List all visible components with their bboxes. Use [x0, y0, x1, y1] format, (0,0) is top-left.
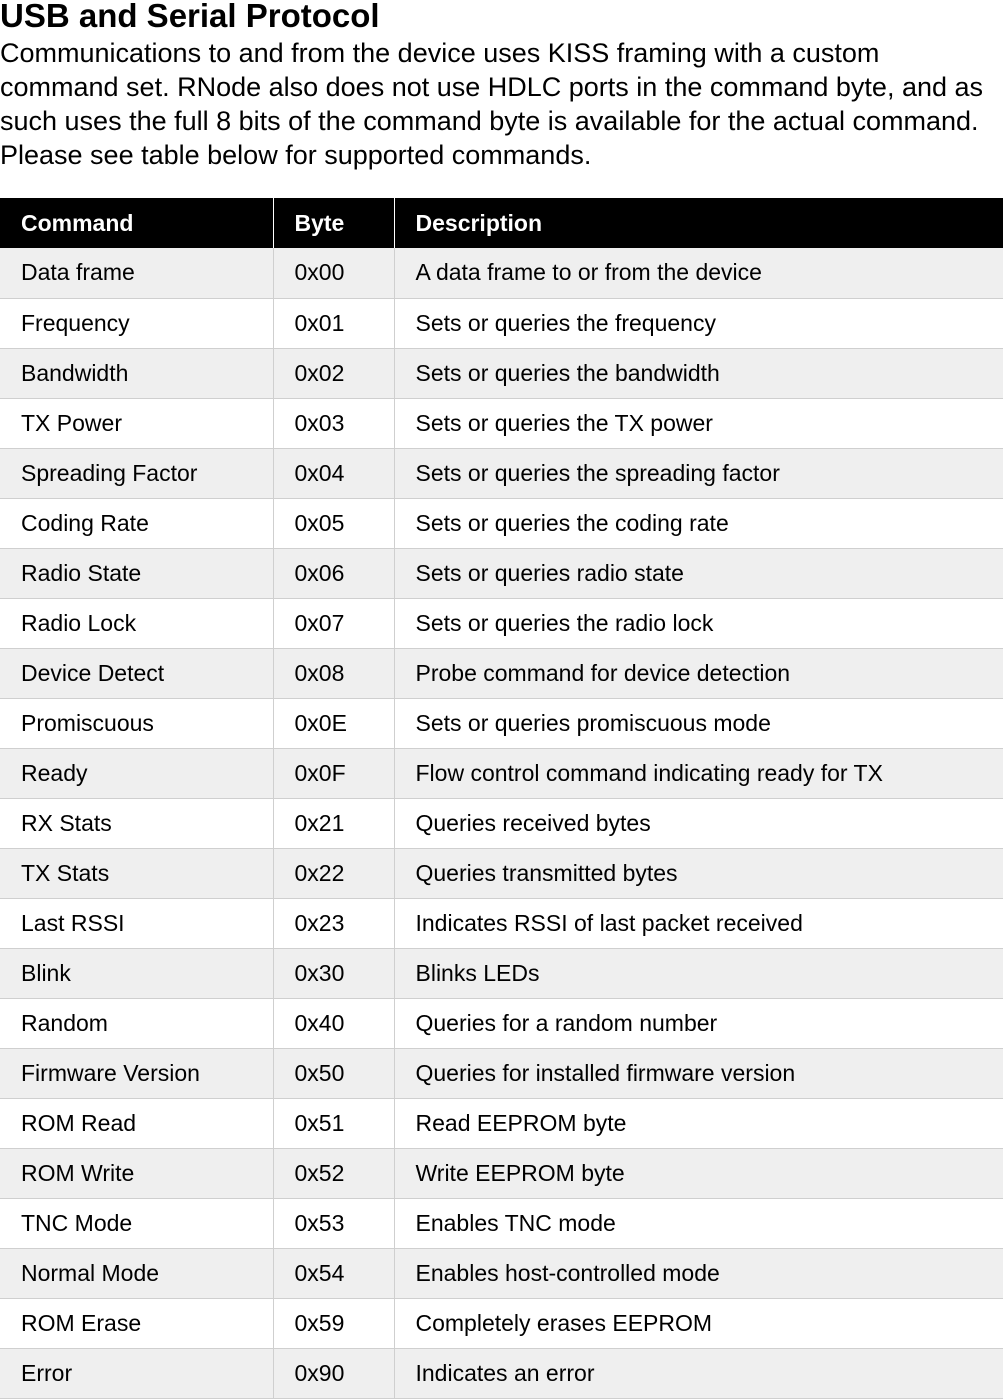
cell-byte: 0x00 [273, 248, 394, 298]
cell-description: Read EEPROM byte [394, 1098, 1003, 1148]
table-row [0, 898, 1003, 948]
cell-description: Queries transmitted bytes [394, 848, 1003, 898]
cell-description: Queries received bytes [394, 798, 1003, 848]
cell-command: Frequency [0, 298, 273, 348]
cell-description: Write EEPROM byte [394, 1148, 1003, 1198]
cell-description: Sets or queries the TX power [394, 398, 1003, 448]
cell-command: TX Power [0, 398, 273, 448]
cell-byte: 0x23 [273, 898, 394, 948]
table-row [0, 798, 1003, 848]
cell-command: ROM Write [0, 1148, 273, 1198]
table-row [0, 1348, 1003, 1398]
cell-description: Sets or queries radio state [394, 548, 1003, 598]
cell-description: Queries for a random number [394, 998, 1003, 1048]
command-table [0, 198, 1003, 1399]
cell-byte: 0x07 [273, 598, 394, 648]
cell-description: Flow control command indicating ready for TX [394, 748, 1003, 798]
table-row [0, 1248, 1003, 1298]
cell-byte: 0x40 [273, 998, 394, 1048]
cell-command: Random [0, 998, 273, 1048]
table-row [0, 698, 1003, 748]
table-row [0, 298, 1003, 348]
cell-description: Blinks LEDs [394, 948, 1003, 998]
cell-description: Queries for installed firmware version [394, 1048, 1003, 1098]
cell-byte: 0x51 [273, 1098, 394, 1148]
cell-byte: 0x0F [273, 748, 394, 798]
table-row [0, 448, 1003, 498]
cell-command: Normal Mode [0, 1248, 273, 1298]
header-byte: Byte [273, 198, 394, 248]
cell-byte: 0x02 [273, 348, 394, 398]
cell-command: Coding Rate [0, 498, 273, 548]
cell-byte: 0x08 [273, 648, 394, 698]
cell-description: Indicates RSSI of last packet received [394, 898, 1003, 948]
cell-byte: 0x22 [273, 848, 394, 898]
cell-description: Enables host-controlled mode [394, 1248, 1003, 1298]
cell-description: Probe command for device detection [394, 648, 1003, 698]
cell-command: TNC Mode [0, 1198, 273, 1248]
cell-command: Spreading Factor [0, 448, 273, 498]
table-row [0, 348, 1003, 398]
cell-command: Data frame [0, 248, 273, 298]
cell-byte: 0x59 [273, 1298, 394, 1348]
intro-paragraph: Communications to and from the device uses KISS framing with a custom command set. RNode also does not use HDLC ports in the command byte, and as such uses the full 8 bits of the command byte is available for the actual command. Please see table below for supported commands. [0, 38, 984, 170]
cell-byte: 0x05 [273, 498, 394, 548]
cell-command: Firmware Version [0, 1048, 273, 1098]
cell-byte: 0x01 [273, 298, 394, 348]
cell-description: Sets or queries the bandwidth [394, 348, 1003, 398]
table-row [0, 1048, 1003, 1098]
cell-command: ROM Read [0, 1098, 273, 1148]
cell-byte: 0x03 [273, 398, 394, 448]
cell-description: Sets or queries the coding rate [394, 498, 1003, 548]
table-row [0, 848, 1003, 898]
cell-command: Blink [0, 948, 273, 998]
cell-command: RX Stats [0, 798, 273, 848]
cell-description: Enables TNC mode [394, 1198, 1003, 1248]
cell-command: Bandwidth [0, 348, 273, 398]
cell-byte: 0x53 [273, 1198, 394, 1248]
cell-byte: 0x04 [273, 448, 394, 498]
header-command: Command [0, 198, 273, 248]
cell-byte: 0x52 [273, 1148, 394, 1198]
header-description: Description [394, 198, 1003, 248]
cell-description: Completely erases EEPROM [394, 1298, 1003, 1348]
cell-byte: 0x0E [273, 698, 394, 748]
page-title: USB and Serial Protocol [0, 0, 380, 34]
table-row [0, 598, 1003, 648]
table-row [0, 948, 1003, 998]
cell-command: Promiscuous [0, 698, 273, 748]
table-row [0, 1098, 1003, 1148]
cell-byte: 0x50 [273, 1048, 394, 1098]
table-row [0, 648, 1003, 698]
table-row [0, 1148, 1003, 1198]
cell-command: Radio Lock [0, 598, 273, 648]
table-header-row [0, 198, 1003, 248]
cell-command: ROM Erase [0, 1298, 273, 1348]
cell-byte: 0x30 [273, 948, 394, 998]
cell-command: Ready [0, 748, 273, 798]
table-row [0, 498, 1003, 548]
cell-description: Indicates an error [394, 1348, 1003, 1398]
cell-command: Device Detect [0, 648, 273, 698]
table-row [0, 1198, 1003, 1248]
cell-description: Sets or queries the frequency [394, 298, 1003, 348]
table-row [0, 998, 1003, 1048]
table-row [0, 1298, 1003, 1348]
cell-command: Last RSSI [0, 898, 273, 948]
table-row [0, 248, 1003, 298]
cell-byte: 0x54 [273, 1248, 394, 1298]
cell-byte: 0x06 [273, 548, 394, 598]
cell-command: TX Stats [0, 848, 273, 898]
cell-byte: 0x21 [273, 798, 394, 848]
cell-command: Radio State [0, 548, 273, 598]
cell-description: A data frame to or from the device [394, 248, 1003, 298]
cell-byte: 0x90 [273, 1348, 394, 1398]
table-row [0, 748, 1003, 798]
table-row [0, 398, 1003, 448]
table-row [0, 548, 1003, 598]
cell-description: Sets or queries promiscuous mode [394, 698, 1003, 748]
cell-description: Sets or queries the radio lock [394, 598, 1003, 648]
cell-command: Error [0, 1348, 273, 1398]
table-body [0, 248, 1003, 1398]
cell-description: Sets or queries the spreading factor [394, 448, 1003, 498]
